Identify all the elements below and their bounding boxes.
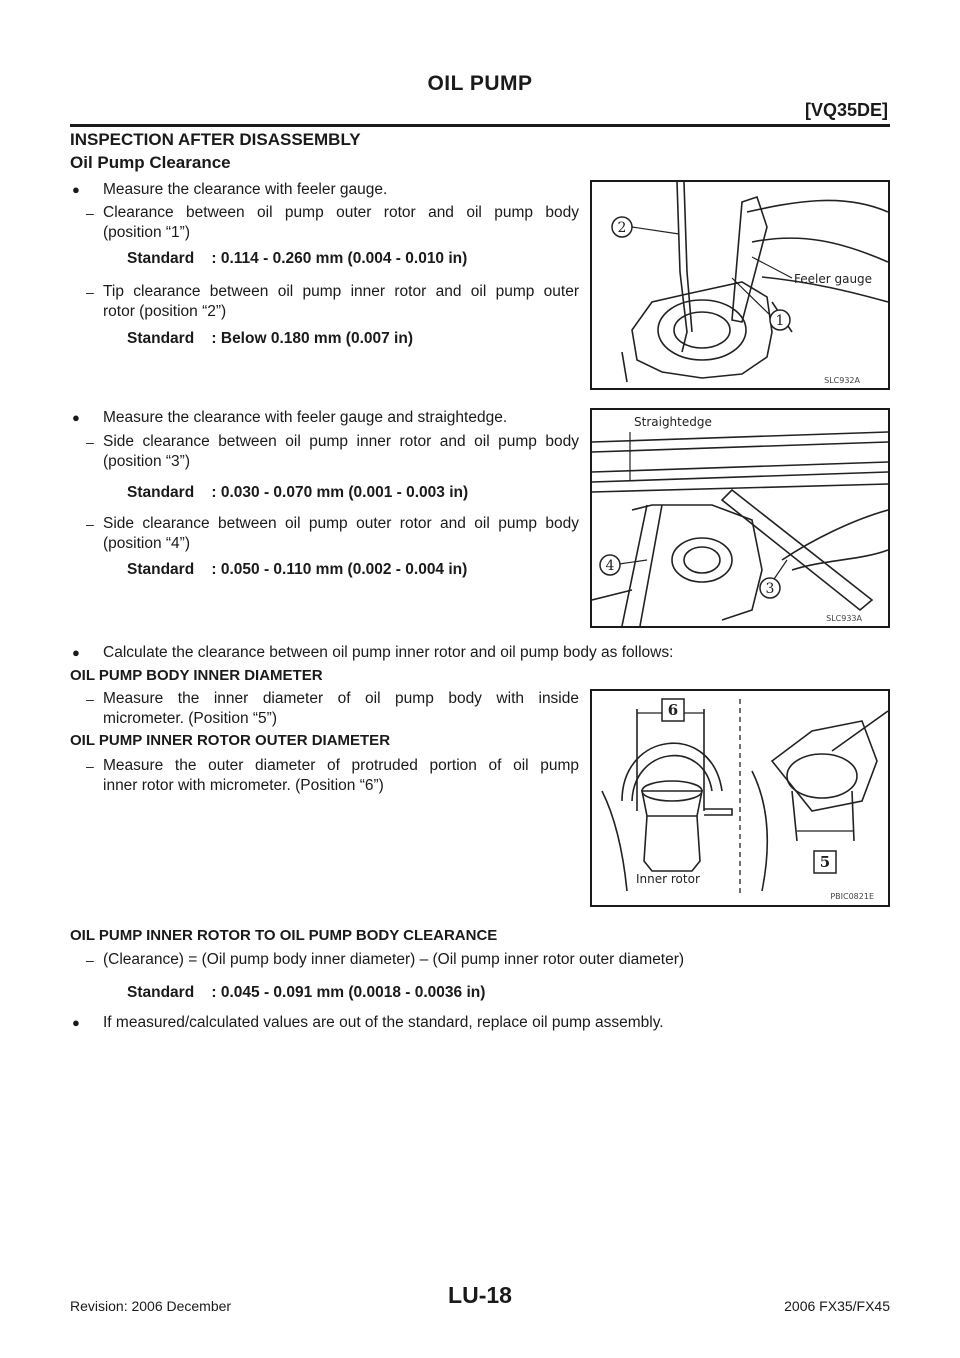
callout-5: 5 <box>819 853 831 871</box>
step-position-2: Tip clearance between oil pump inner rotor and oil pump outer <box>103 283 579 300</box>
dash-marker: – <box>86 952 94 968</box>
model-name: 2006 FX35/FX45 <box>784 1298 890 1314</box>
callout-4: 4 <box>605 558 615 574</box>
bullet-marker: ● <box>72 410 80 425</box>
dash-marker: – <box>86 516 94 532</box>
figure-label-feeler-gauge: Feeler gauge <box>794 272 873 286</box>
dash-marker: – <box>86 205 94 221</box>
standard-position-3: Standard : 0.030 - 0.070 mm (0.001 - 0.003 in) <box>127 484 469 501</box>
callout-1: 1 <box>775 313 785 329</box>
instruction-straightedge: Measure the clearance with feeler gauge and straightedge. <box>103 409 508 426</box>
standard-clearance: Standard : 0.045 - 0.091 mm (0.0018 - 0.0036 in) <box>127 984 486 1001</box>
step-position-5: Measure the inner diameter of oil pump body with inside <box>103 690 579 707</box>
standard-position-2: Standard : Below 0.180 mm (0.007 in) <box>127 330 413 347</box>
figure-micrometer <box>590 689 890 907</box>
subheading-rotor-outer-diameter: OIL PUMP INNER ROTOR OUTER DIAMETER <box>70 732 391 749</box>
header-rule <box>70 124 890 127</box>
bullet-marker: ● <box>72 645 80 660</box>
standard-position-1: Standard : 0.114 - 0.260 mm (0.004 - 0.010 in) <box>127 250 468 267</box>
step-position-4: Side clearance between oil pump outer rotor and oil pump body <box>103 515 579 532</box>
callout-2: 2 <box>617 220 627 236</box>
step-position-5-cont: micrometer. (Position “5”) <box>103 710 277 727</box>
subheading-clearance: OIL PUMP INNER ROTOR TO OIL PUMP BODY CLEARANCE <box>70 927 498 944</box>
step-position-4-cont: (position “4”) <box>103 535 190 552</box>
instruction-feeler: Measure the clearance with feeler gauge. <box>103 181 388 198</box>
figure-code: SLC933A <box>826 614 862 623</box>
section-subheading: Oil Pump Clearance <box>70 153 231 172</box>
bullet-marker: ● <box>72 1015 80 1030</box>
page-title: OIL PUMP <box>427 72 533 95</box>
dash-marker: – <box>86 691 94 707</box>
callout-6: 6 <box>667 701 679 719</box>
dash-marker: – <box>86 284 94 300</box>
figure-code: SLC932A <box>824 376 860 385</box>
standard-position-4: Standard : 0.050 - 0.110 mm (0.002 - 0.004 in) <box>127 561 468 578</box>
instruction-calculate: Calculate the clearance between oil pump inner rotor and oil pump body as follows: <box>103 644 674 661</box>
figure-code: PBIC0821E <box>830 892 874 901</box>
clearance-formula: (Clearance) = (Oil pump body inner diameter) – (Oil pump inner rotor outer diameter) <box>103 951 685 968</box>
step-position-2-cont: rotor (position “2”) <box>103 303 227 320</box>
step-position-3: Side clearance between oil pump inner rotor and oil pump body <box>103 433 579 450</box>
step-position-1: Clearance between oil pump outer rotor and oil pump body <box>103 204 579 221</box>
revision-date: Revision: 2006 December <box>70 1298 232 1314</box>
instruction-replace: If measured/calculated values are out of the standard, replace oil pump assembly. <box>103 1014 664 1031</box>
page-number: LU-18 <box>448 1282 512 1308</box>
figure-feeler-gauge <box>590 180 890 390</box>
step-position-3-cont: (position “3”) <box>103 453 190 470</box>
bullet-marker: ● <box>72 182 80 197</box>
figure-label-straightedge: Straightedge <box>634 415 712 429</box>
callout-3: 3 <box>765 581 775 597</box>
figure-straightedge <box>590 408 890 628</box>
step-position-1-cont: (position “1”) <box>103 224 190 241</box>
section-heading: INSPECTION AFTER DISASSEMBLY <box>70 130 361 149</box>
dash-marker: – <box>86 758 94 774</box>
engine-code: [VQ35DE] <box>804 100 888 120</box>
dash-marker: – <box>86 434 94 450</box>
figure-label-inner-rotor: Inner rotor <box>636 872 700 886</box>
step-position-6-cont: inner rotor with micrometer. (Position “6”) <box>103 777 384 794</box>
subheading-body-inner-diameter: OIL PUMP BODY INNER DIAMETER <box>70 667 323 684</box>
step-position-6: Measure the outer diameter of protruded portion of oil pump <box>103 757 579 774</box>
